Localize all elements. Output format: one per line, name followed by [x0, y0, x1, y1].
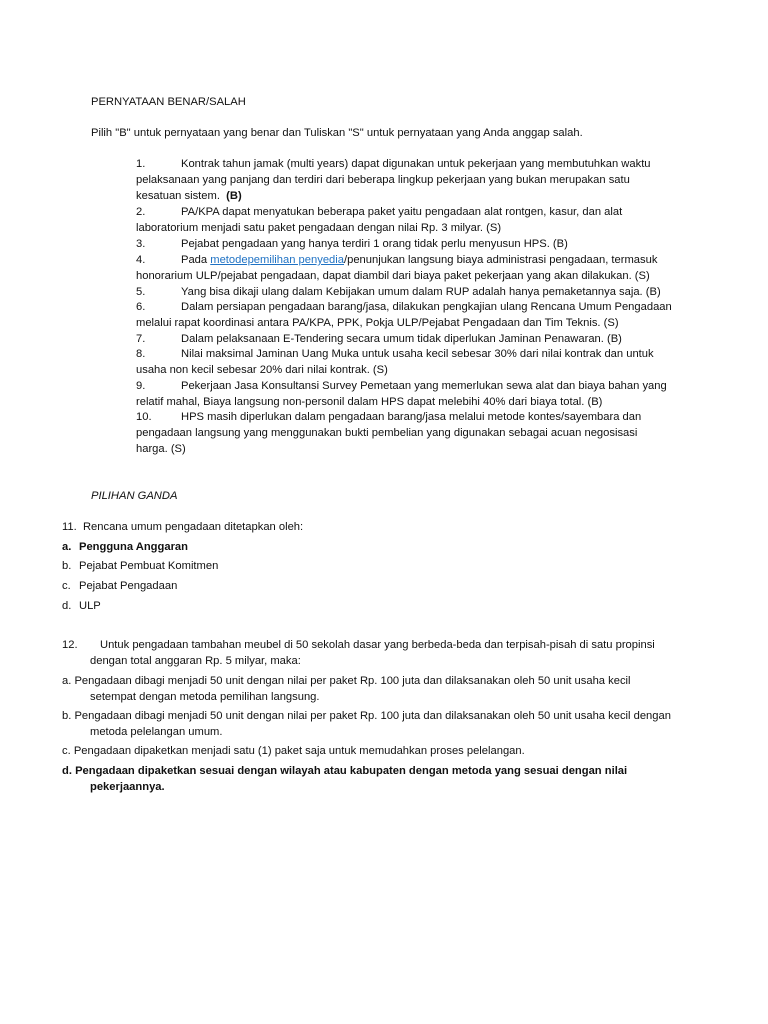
option-text-cont: setempat dengan metoda pemilihan langsung. — [90, 691, 320, 703]
q11-option-d — [62, 598, 101, 614]
q12-option-c — [62, 743, 680, 759]
item-text-cont: harga. (S) — [136, 443, 186, 455]
item-number: 10. — [136, 411, 152, 423]
question-11 — [62, 519, 303, 535]
q12-option-a — [62, 673, 680, 705]
item-text-cont: laboratorium menjadi satu paket pengadaan dengan nilai Rp. 3 milyar. (S) — [136, 222, 502, 234]
option-letter: b. — [62, 560, 72, 572]
question-number: 11. — [62, 521, 77, 533]
option-text: Pejabat Pengadaan — [79, 580, 178, 592]
item-text: HPS masih diperlukan dalam pengadaan barang/jasa melalui metode kontes/sayembara dan — [181, 411, 642, 423]
q12-option-b — [62, 708, 680, 740]
option-text: Pengadaan dibagi menjadi 50 unit dengan nilai per paket Rp. 100 juta dan dilaksanakan oleh 50 unit usaha kecil — [74, 675, 631, 687]
item-text-cont: honorarium ULP/pejabat pengadaan, dapat diambil dari biaya paket pekerjaan yang akan dilakukan. (S) — [136, 270, 650, 282]
metode-pemilihan-link[interactable]: metodepemilihan penyedia — [210, 254, 344, 266]
q11-option-b — [62, 558, 218, 574]
item-number: 6. — [136, 301, 146, 313]
question-text: Untuk pengadaan tambahan meubel di 50 sekolah dasar yang berbeda-beda dan terpisah-pisah di satu propinsi — [100, 639, 655, 651]
option-text: Pengguna Anggaran — [79, 541, 188, 553]
tf-item-10 — [136, 409, 681, 457]
item-text-cont: pengadaan langsung yang menggunakan bukti pembelian yang digunakan sebagai acuan negosisasi — [136, 427, 638, 439]
option-text: Pejabat Pembuat Komitmen — [79, 560, 219, 572]
item-number: 3. — [136, 238, 146, 250]
item-text-cont: usaha non kecil sebesar 20% dari nilai kontrak. (S) — [136, 364, 388, 376]
tf-item-3 — [136, 236, 681, 252]
item-number: 8. — [136, 348, 146, 360]
item-text: Nilai maksimal Jaminan Uang Muka untuk usaha kecil sebesar 30% dari nilai kontrak dan untuk — [181, 348, 654, 360]
option-letter: a. — [62, 675, 72, 687]
item-number: 2. — [136, 206, 146, 218]
option-text: Pengadaan dipaketkan menjadi satu (1) paket saja untuk memudahkan proses pelelangan. — [73, 745, 525, 757]
item-text-cont: relatif mahal, Biaya langsung non-personil dalam HPS dapat melebihi 40% dari biaya total. (B) — [136, 396, 603, 408]
tf-item-7 — [136, 331, 681, 347]
tf-item-5 — [136, 284, 681, 300]
option-letter: d. — [62, 600, 72, 612]
item-text: PA/KPA dapat menyatukan beberapa paket yaitu pengadaan alat rontgen, kasur, dan alat — [181, 206, 623, 218]
question-number: 12. — [62, 639, 78, 651]
q11-option-c — [62, 578, 177, 594]
question-12 — [62, 637, 680, 669]
option-text: Pengadaan dipaketkan sesuai dengan wilayah atau kabupaten dengan metoda yang sesuai dengan nilai — [75, 765, 628, 777]
q12-option-d — [62, 763, 680, 795]
item-text: Pada — [181, 254, 211, 266]
section-title-true-false: PERNYATAAN BENAR/SALAH — [91, 96, 246, 108]
option-letter: c. — [62, 580, 71, 592]
section-title-multiple-choice: PILIHAN GANDA — [91, 490, 178, 502]
item-text: Dalam persiapan pengadaan barang/jasa, dilakukan pengkajian ulang Rencana Umum Pengadaan — [181, 301, 672, 313]
option-text-cont: pekerjaannya. — [90, 781, 165, 793]
item-text-cont: kesatuan sistem. — [136, 190, 220, 202]
option-letter: d. — [62, 765, 72, 777]
q11-option-a — [62, 539, 188, 555]
item-text: Kontrak tahun jamak (multi years) dapat digunakan untuk pekerjaan yang membutuhkan waktu — [181, 158, 651, 170]
item-text: Pejabat pengadaan yang hanya terdiri 1 orang tidak perlu menyusun HPS. (B) — [181, 238, 568, 250]
item-text: Pekerjaan Jasa Konsultansi Survey Pemetaan yang memerlukan sewa alat dan biaya bahan yang — [181, 380, 667, 392]
item-number: 1. — [136, 158, 146, 170]
item-text: Dalam pelaksanaan E-Tendering secara umum tidak diperlukan Jaminan Penawaran. (B) — [181, 333, 622, 345]
option-text-cont: metoda pelelangan umum. — [90, 726, 223, 738]
tf-item-1 — [136, 156, 681, 204]
item-number: 9. — [136, 380, 146, 392]
question-text: Rencana umum pengadaan ditetapkan oleh: — [82, 521, 304, 533]
instruction-text: Pilih "B" untuk pernyataan yang benar dan Tuliskan "S" untuk pernyataan yang Anda anggap salah. — [91, 127, 583, 139]
item-text-cont: melalui rapat koordinasi antara PA/KPA, PPK, Pokja ULP/Pejabat Pengadaan dan Tim Teknis. (S) — [136, 317, 619, 329]
item-text: Yang bisa dikaji ulang dalam Kebijakan umum dalam RUP adalah hanya pemaketannya saja. (B) — [181, 286, 661, 298]
tf-item-8 — [136, 346, 681, 378]
question-text-cont: dengan total anggaran Rp. 5 milyar, maka: — [90, 655, 301, 667]
item-text: /penunjukan langsung biaya administrasi pengadaan, termasuk — [343, 254, 658, 266]
option-text: Pengadaan dibagi menjadi 50 unit dengan nilai per paket Rp. 100 juta dan dilaksanakan oleh 50 unit usaha kecil dengan — [74, 710, 671, 722]
item-number: 7. — [136, 333, 146, 345]
tf-item-9 — [136, 378, 681, 410]
option-letter: a. — [62, 541, 72, 553]
tf-item-6 — [136, 299, 681, 331]
option-letter: c. — [62, 745, 71, 757]
item-number: 4. — [136, 254, 146, 266]
tf-item-2 — [136, 204, 681, 236]
answer-label: (B) — [226, 190, 242, 202]
option-letter: b. — [62, 710, 72, 722]
option-text: ULP — [79, 600, 101, 612]
item-text-cont: pelaksanaan yang panjang dan terdiri dari beberapa lingkup pekerjaan yang bukan merupakan satu — [136, 174, 630, 186]
tf-item-4 — [136, 252, 681, 284]
item-number: 5. — [136, 286, 146, 298]
